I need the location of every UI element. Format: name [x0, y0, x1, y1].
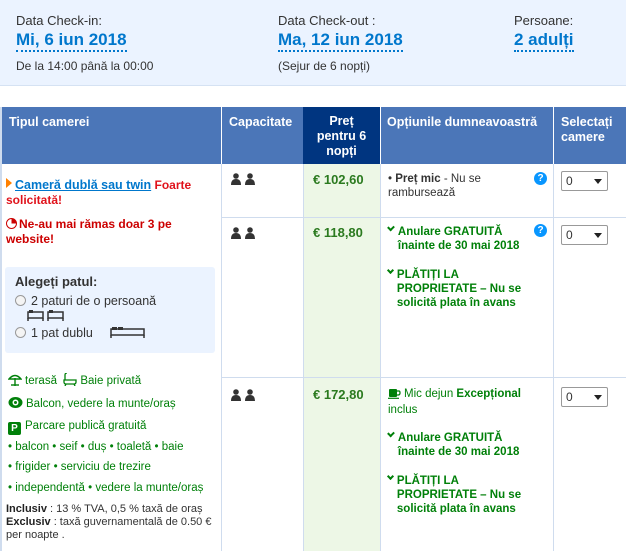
room-title-line — [6, 178, 218, 208]
room-count-value: 0 — [566, 390, 573, 404]
tax-info — [6, 503, 218, 542]
option-free-cancel-text: Anulare GRATUITĂ înainte de 30 mai 2018 — [397, 432, 520, 458]
help-icon[interactable]: ? — [534, 224, 547, 237]
capacity-2-adults-icon — [230, 389, 258, 404]
facility-balcony-view: Balcon, vedere la munte/oraș — [26, 397, 176, 410]
facility-bullets-3: • independentă • vedere la munte/oraș — [8, 481, 204, 494]
rooms-table — [0, 107, 626, 551]
facility-bullets-1: • balcon • seif • duș • toaletă • baie — [8, 440, 184, 453]
offer-options — [388, 172, 526, 200]
chevron-down-icon — [594, 395, 602, 400]
facility-private-bath: Baie privată — [80, 375, 142, 387]
room-count-value: 0 — [566, 228, 573, 242]
option-pay-at-property-text: PLĂTIȚI LA PROPRIETATE – Nu se solicită plata în avans — [396, 269, 522, 309]
header-price-line2: pentru 6 — [316, 129, 367, 143]
offer-options — [388, 225, 526, 310]
row-divider — [221, 217, 626, 218]
umbrella-icon — [8, 373, 22, 394]
guests-link[interactable]: 2 adulți — [514, 30, 574, 52]
header-capacity — [222, 107, 303, 164]
offer-options — [388, 387, 526, 516]
option-free-cancel — [388, 431, 526, 459]
facility-line — [8, 394, 220, 417]
offer-price: € 118,80 — [313, 225, 363, 240]
col-divider — [303, 164, 304, 551]
header-price-line1: Preț — [329, 114, 354, 128]
facility-line — [8, 416, 220, 437]
scarcity-message — [6, 217, 218, 247]
room-info — [6, 178, 218, 247]
double-bed-icon — [110, 326, 146, 341]
checkin-block — [16, 13, 153, 73]
table-left-border — [0, 107, 2, 551]
header-select-line1: Selectați — [561, 115, 613, 129]
tax-included — [6, 503, 218, 516]
col-divider — [380, 164, 381, 551]
col-divider — [553, 164, 554, 551]
breakfast-prefix: Mic dejun — [404, 388, 457, 400]
breakfast-suffix: inclus — [388, 404, 418, 416]
option-pay-at-property — [388, 268, 526, 310]
checkout-block — [278, 13, 403, 73]
bed-option-double[interactable] — [15, 326, 205, 341]
header-select — [554, 107, 626, 164]
room-count-value: 0 — [566, 174, 573, 188]
guests-label: Persoane: — [514, 13, 574, 28]
capacity-2-adults-icon — [230, 227, 258, 242]
option-free-cancel — [388, 225, 526, 253]
facility-line — [8, 371, 220, 394]
room-count-select[interactable] — [561, 387, 608, 407]
checkout-label: Data Check-out : — [278, 13, 376, 28]
bed-option-double-label: 1 pat dublu — [31, 326, 93, 340]
check-icon — [387, 430, 395, 438]
option-non-refundable: • Preț mic - Nu se rambursează — [388, 173, 481, 199]
tax-included-label: Inclusiv — [6, 503, 47, 515]
option-non-refundable-text: - Nu se rambursează — [388, 173, 481, 199]
single-beds-icon — [27, 309, 205, 324]
bed-option-twin[interactable] — [15, 294, 205, 324]
option-breakfast — [388, 387, 526, 417]
tax-excluded-text: : taxă guvernamentală de 0.50 € per noapte . — [6, 516, 212, 541]
header-capacity-label: Capacitate — [229, 115, 293, 129]
option-low-price: Preț mic — [395, 173, 441, 185]
option-free-cancel-text: Anulare GRATUITĂ înainte de 30 mai 2018 — [397, 226, 520, 252]
bed-choice-title: Alegeți patul: — [15, 274, 98, 289]
checkout-date-link[interactable]: Ma, 12 iun 2018 — [278, 30, 403, 52]
clock-icon — [6, 218, 17, 229]
col-divider — [221, 164, 222, 551]
header-room-type — [2, 107, 221, 164]
header-options-label: Opțiunile dumneavoastră — [387, 115, 538, 129]
breakfast-rating: Excepțional — [456, 388, 521, 400]
check-icon — [387, 267, 394, 274]
check-icon — [387, 473, 394, 480]
header-price — [303, 107, 380, 164]
parking-icon: P — [8, 422, 21, 435]
header-room-type-label: Tipul camerei — [9, 115, 90, 129]
tax-excluded-label: Exclusiv — [6, 516, 51, 528]
option-pay-at-property — [388, 474, 526, 516]
view-eye-icon — [8, 396, 23, 417]
offer-price: € 172,80 — [313, 387, 364, 402]
option-pay-at-property-text: PLĂTIȚI LA PROPRIETATE – Nu se solicită plata în avans — [396, 475, 522, 515]
guests-block — [514, 13, 574, 52]
row-divider — [221, 377, 626, 378]
offer-price: € 102,60 — [313, 172, 364, 187]
header-price-line3: nopți — [326, 144, 357, 158]
scarcity-text: Ne-au mai rămas doar 3 pe website! — [6, 217, 172, 246]
room-count-select[interactable] — [561, 225, 608, 245]
header-select-line2: camere — [561, 130, 605, 144]
capacity-2-adults-icon — [230, 173, 258, 188]
coffee-cup-icon — [388, 387, 401, 403]
arrow-right-icon — [6, 178, 12, 188]
checkin-date-link[interactable]: Mi, 6 iun 2018 — [16, 30, 127, 52]
bath-icon — [63, 373, 77, 394]
chevron-down-icon — [594, 233, 602, 238]
facility-bullets-2: • frigider • serviciu de trezire — [8, 461, 151, 473]
room-count-select[interactable] — [561, 171, 608, 191]
facility-parking: Parcare publică gratuită — [25, 420, 147, 432]
room-name-link[interactable]: Cameră dublă sau twin — [15, 178, 152, 192]
facilities-list — [8, 371, 220, 498]
high-demand-label: Foarte solicitată! — [6, 178, 192, 207]
tax-included-text: : 13 % TVA, 0,5 % taxă de oraș — [46, 503, 203, 515]
bed-option-twin-label: 2 paturi de o persoană — [31, 294, 157, 308]
bed-choice-box — [5, 267, 215, 353]
header-options — [381, 107, 553, 164]
checkin-label: Data Check-in: — [16, 13, 102, 28]
facility-terrace: terasă — [25, 375, 57, 387]
chevron-down-icon — [594, 179, 602, 184]
price-column — [303, 164, 380, 551]
tax-excluded — [6, 516, 218, 542]
check-icon — [387, 224, 395, 232]
bed-option-double-radio[interactable] — [15, 327, 26, 338]
checkin-note: De la 14:00 până la 00:00 — [16, 59, 154, 73]
help-icon[interactable]: ? — [534, 172, 547, 185]
checkout-note: (Sejur de 6 nopți) — [278, 59, 371, 73]
dates-bar — [0, 0, 626, 86]
bed-option-twin-radio[interactable] — [15, 295, 26, 306]
